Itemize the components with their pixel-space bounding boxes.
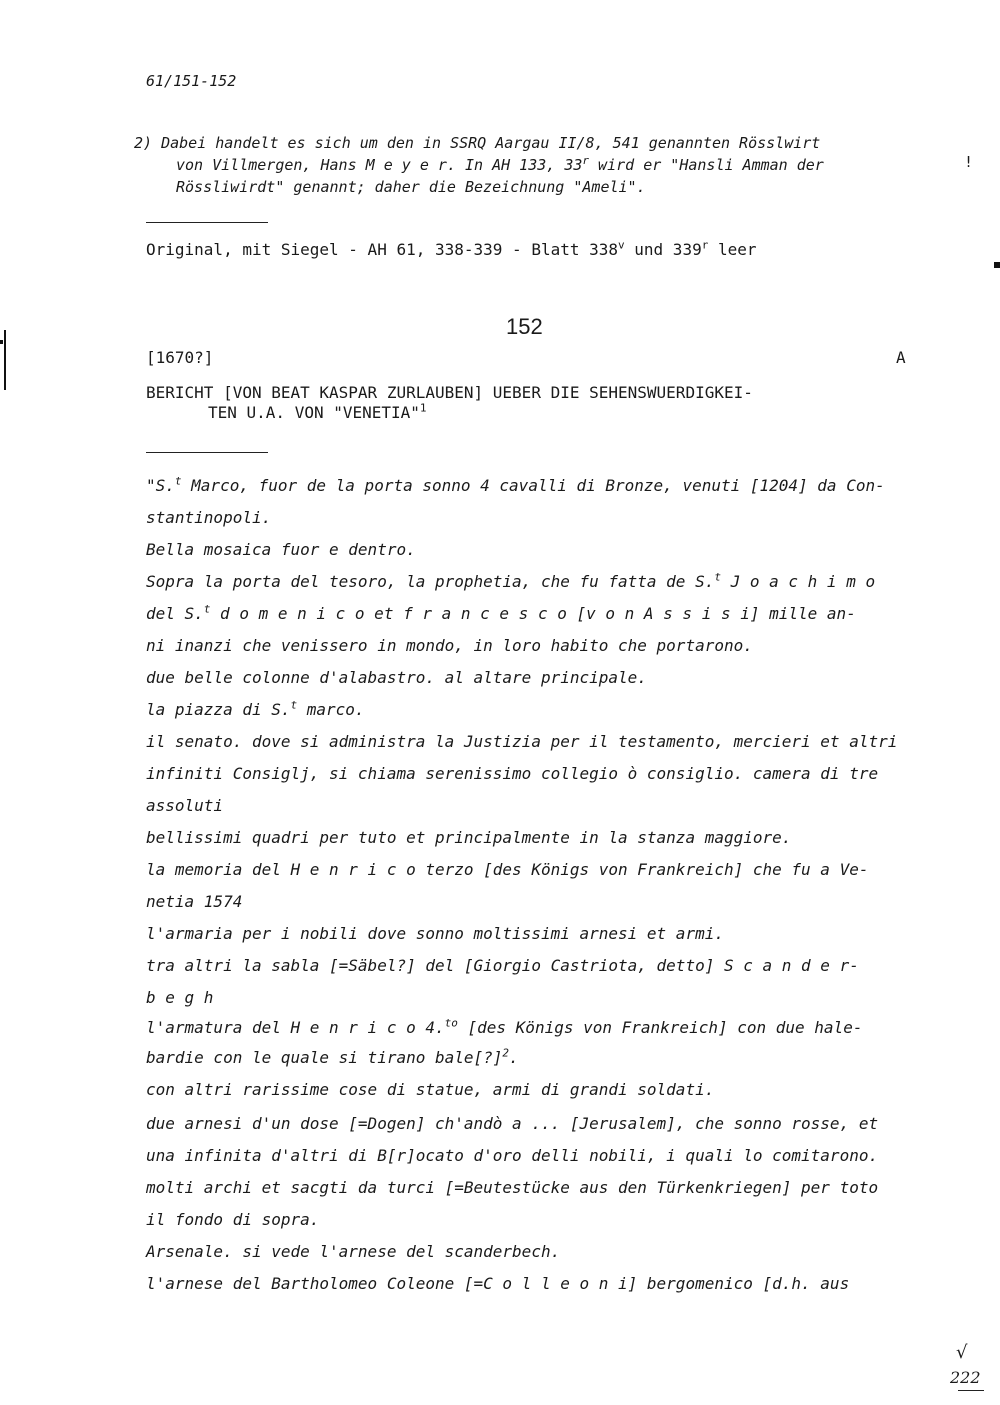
text-line: bellissimi quadri per tuto et principalmente in la stanza maggiore. [146, 828, 792, 847]
scan-edge-mark [0, 340, 3, 344]
text-line [146, 1018, 862, 1037]
text-segment: "S. [146, 476, 175, 495]
source-note-superscript: r [701, 238, 709, 252]
text-line: tra altri la sabla [=Säbel?] del [Giorgio Castriota, detto] S c a n d e r- [146, 956, 859, 975]
document-title-text: TEN U.A. VON "VENETIA" [208, 403, 420, 422]
text-line: una infinita d'altri di B[r]ocato d'oro delli nobili, i quali lo comitarono. [146, 1146, 879, 1165]
document-title-superscript: 1 [419, 401, 427, 415]
text-segment: d o m e n i c o et f r a n c e s c o [v o n A s s i s i] mille an- [210, 604, 856, 623]
text-superscript: t [290, 698, 298, 712]
text-line: assoluti [146, 796, 224, 815]
text-line: molti archi et sacgti da turci [=Beutestücke aus den Türkenkriegen] per toto [146, 1178, 879, 1197]
text-segment: l'armatura del H e n r i c o 4. [146, 1018, 445, 1037]
page-number-underline [958, 1390, 984, 1391]
document-title-line-1: BERICHT [VON BEAT KASPAR ZURLAUBEN] UEBER DIE SEHENSWUERDIGKEI- [146, 383, 753, 402]
footnote-name-spaced: M e y e r [365, 156, 447, 174]
source-note-text: Original, mit Siegel - AH 61, 338-339 - Blatt 338 [146, 240, 619, 259]
text-superscript: t [714, 570, 721, 584]
text-line [146, 700, 365, 719]
text-segment: [des Königs von Frankreich] con due hale- [457, 1018, 863, 1037]
text-line: ni inanzi che venissero in mondo, in loro habito che portarono. [146, 636, 753, 655]
footnote-superscript: r [582, 154, 590, 167]
text-line: Arsenale. si vede l'arnese del scanderbech. [146, 1242, 561, 1261]
source-note-text: leer [708, 240, 757, 259]
text-superscript: t [203, 602, 211, 616]
text-line: il senato. dove si administra la Justizia per il testamento, mercieri et altri [146, 732, 898, 751]
text-line: Bella mosaica fuor e dentro. [146, 540, 416, 559]
text-segment: bardie con le quale si tirano bale[?] [146, 1048, 503, 1067]
text-line [146, 572, 875, 591]
text-line: il fondo di sopra. [146, 1210, 320, 1229]
text-line: con altri rarissime cose di statue, armi di grandi soldati. [146, 1080, 715, 1099]
margin-exclamation: ! [964, 153, 974, 171]
text-superscript: 2 [502, 1046, 510, 1060]
footnote-line-2 [176, 156, 824, 174]
text-segment: . [509, 1048, 519, 1067]
text-line [146, 1048, 519, 1067]
text-segment: del S. [146, 604, 204, 623]
scan-edge-mark [4, 330, 6, 390]
source-note [146, 240, 757, 259]
scan-edge-mark [994, 262, 1000, 268]
text-line [146, 476, 885, 495]
text-line: infiniti Consiglj, si chiama serenissimo collegio ò consiglio. camera di tre [146, 764, 879, 783]
text-segment: la piazza di S. [146, 700, 291, 719]
handwritten-page-number: 222 [950, 1368, 981, 1387]
text-line [146, 604, 856, 623]
text-segment: marco. [297, 700, 365, 719]
text-segment: Marco, fuor de la porta sonno 4 cavalli di Bronze, venuti [1204] da Con- [181, 476, 885, 495]
source-note-text: und 339 [624, 240, 702, 259]
text-segment: J o a c h i m o [720, 572, 876, 591]
text-segment: Sopra la porta del tesoro, la prophetia, che fu fatta de S. [146, 572, 715, 591]
source-note-superscript: v [618, 238, 625, 252]
text-line: la memoria del H e n r i c o terzo [des Königs von Frankreich] che fu a Ve- [146, 860, 869, 879]
text-line: l'armaria per i nobili dove sonno moltissimi arnesi et armi. [146, 924, 724, 943]
text-line: due arnesi d'un dose [=Dogen] ch'andò a ... [Jerusalem], che sonno rosse, et [146, 1114, 879, 1133]
text-superscript: to [444, 1016, 458, 1030]
footnote-text: wird er "Hansli Amman der [589, 156, 824, 174]
document-title-line-2 [208, 403, 427, 422]
title-separator [146, 452, 268, 453]
footnote-separator [146, 222, 268, 223]
page-reference: 61/151-152 [146, 72, 237, 90]
text-line: b e g h [146, 988, 214, 1007]
document-date: [1670?] [146, 348, 214, 367]
footnote-line-1: 2) Dabei handelt es sich um den in SSRQ Aargau II/8, 541 genannten Rösslwirt [134, 134, 821, 152]
footnote-text: von Villmergen, Hans [176, 156, 366, 174]
text-superscript: t [174, 474, 182, 488]
text-line: due belle colonne d'alabastro. al altare principale. [146, 668, 647, 687]
document-number: 152 [506, 314, 543, 339]
text-line: stantinopoli. [146, 508, 272, 527]
text-line: l'arnese del Bartholomeo Coleone [=C o l l e o n i] bergomenico [d.h. aus [146, 1274, 850, 1293]
footnote-line-3: Rössliwirdt" genannt; daher die Bezeichnung "Ameli". [176, 178, 646, 196]
footnote-text: . In AH 133, 33 [446, 156, 583, 174]
handwritten-check-mark: √ [956, 1342, 968, 1363]
text-line: netia 1574 [146, 892, 243, 911]
document-letter: A [896, 348, 906, 367]
